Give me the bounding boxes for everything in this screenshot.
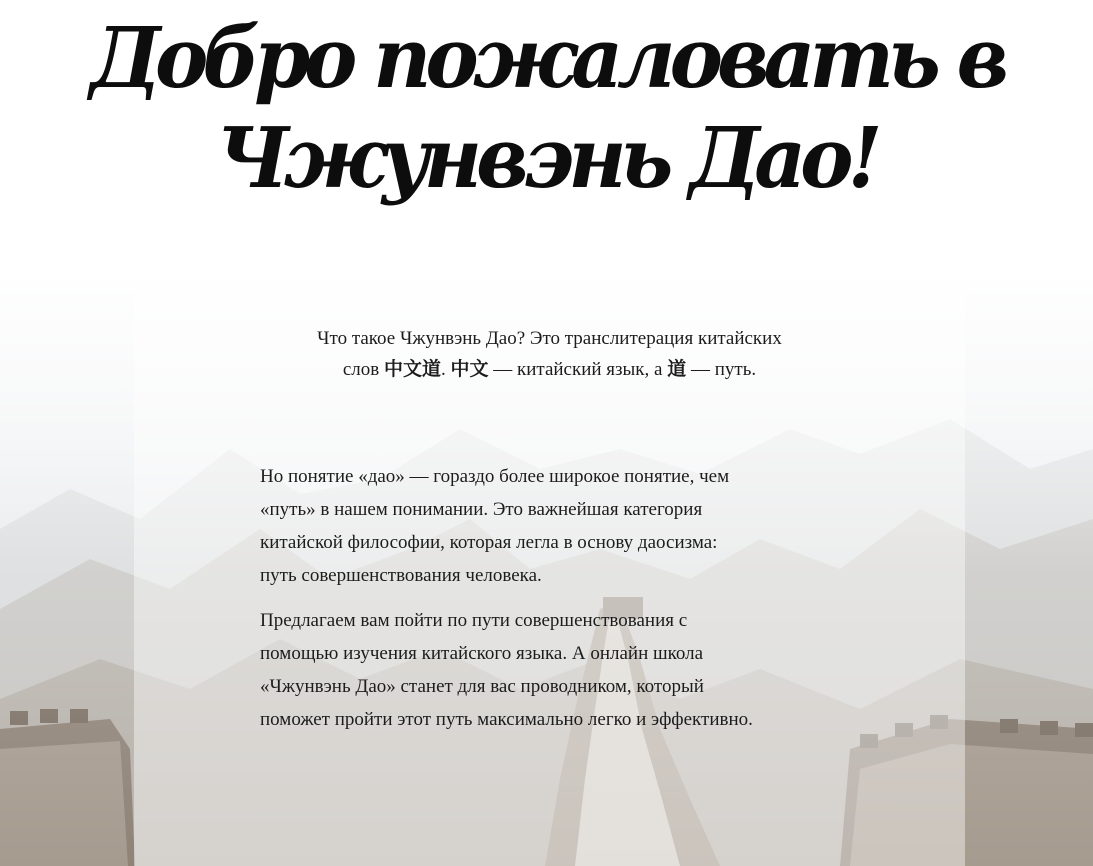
han-dao: 道: [667, 358, 687, 380]
intro-line-2: [134, 354, 965, 385]
page-title-line-1: Добро пожаловать в: [89, 9, 1004, 107]
intro-dot: .: [441, 359, 451, 380]
hero-section: [0, 0, 1093, 279]
intro-way-text: — путь.: [686, 359, 757, 380]
intro-prefix: слов: [342, 359, 384, 380]
great-wall-background: [0, 279, 1093, 866]
paragraph-line: поможет пройти этот путь максимально легко и эффективно.: [260, 709, 753, 730]
paragraph-offer: [260, 604, 870, 736]
paragraph-line: «путь» в нашем понимании. Это важнейшая категория: [260, 499, 703, 520]
page-title: [0, 8, 1093, 208]
paragraph-line: Но понятие «дао» — гораздо более широкое понятие, чем: [260, 466, 730, 487]
paragraph-dao: [260, 460, 870, 592]
paragraph-line: помощью изучения китайского языка. А онлайн школа: [260, 643, 704, 664]
paragraph-line: путь совершенствования человека.: [260, 565, 542, 586]
intro-line-1: Что такое Чжунвэнь Дао? Это транслитерация китайских: [317, 328, 782, 349]
paragraph-line: китайской философии, которая легла в основу даосизма:: [260, 532, 718, 553]
intro-text: [134, 323, 965, 385]
page-title-line-2: Чжунвэнь Дао!: [216, 109, 877, 207]
paragraph-line: Предлагаем вам пойти по пути совершенствования с: [260, 610, 688, 631]
han-zhongwendao: 中文道: [383, 358, 441, 380]
han-zhongwen: 中文: [450, 358, 489, 380]
intro-lang-text: — китайский язык, а: [488, 359, 668, 380]
paragraph-line: «Чжунвэнь Дао» станет для вас проводником, который: [260, 676, 704, 697]
body-text: [260, 460, 870, 748]
